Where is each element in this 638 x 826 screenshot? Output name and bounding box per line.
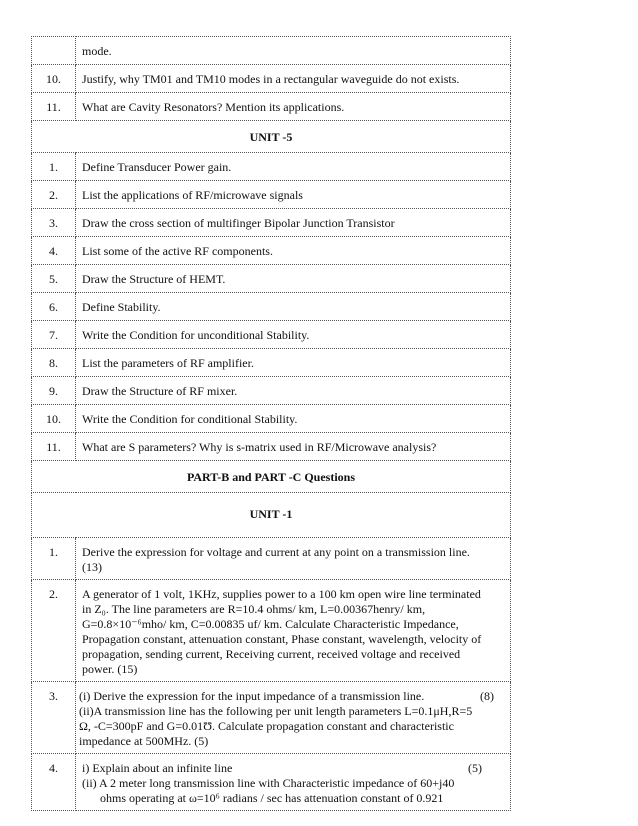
question-text (76, 538, 511, 580)
table-row (32, 153, 511, 181)
question-text: Write the Condition for conditional Stability. (76, 405, 511, 433)
question-line: Ω, -C=300pF and G=0.01Ʊ. Calculate propagation constant and characteristic (79, 719, 454, 733)
table-row (32, 181, 511, 209)
table-row (32, 237, 511, 265)
marks: (5) (468, 761, 482, 775)
question-number: 9. (32, 377, 76, 405)
question-line: impedance at 500MHz. (5) (79, 734, 209, 748)
part-heading: PART-B and PART -C Questions (32, 461, 511, 493)
table-row (32, 265, 511, 293)
question-number: 5. (32, 265, 76, 293)
question-text: Draw the Structure of HEMT. (76, 265, 511, 293)
table-row (32, 682, 511, 754)
question-number: 3. (32, 209, 76, 237)
table-row (32, 65, 511, 93)
question-text: Draw the Structure of RF mixer. (76, 377, 511, 405)
table-row (32, 349, 511, 377)
question-number: 8. (32, 349, 76, 377)
question-number (32, 37, 76, 65)
question-number: 2. (32, 580, 76, 682)
question-line: propagation, sending current, Receiving current, received voltage and received (82, 647, 461, 661)
table-row (32, 209, 511, 237)
document-page (31, 36, 511, 811)
question-text: Define Transducer Power gain. (76, 153, 511, 181)
question-line: Derive the expression for voltage and current at any point on a transmission line. (82, 545, 470, 559)
table-row (32, 293, 511, 321)
question-number: 6. (32, 293, 76, 321)
question-number: 10. (32, 405, 76, 433)
question-text: List some of the active RF components. (76, 237, 511, 265)
table-row (32, 754, 511, 811)
unit-heading: UNIT -1 (32, 493, 511, 538)
question-line: power. (15) (82, 662, 138, 676)
unit-heading-row (32, 121, 511, 153)
question-text: Define Stability. (76, 293, 511, 321)
question-number: 2. (32, 181, 76, 209)
question-text (76, 754, 511, 811)
question-text: What are S parameters? Why is s-matrix used in RF/Microwave analysis? (76, 433, 511, 461)
question-line-text: i) Explain about an infinite line (82, 761, 233, 775)
question-number: 11. (32, 93, 76, 121)
question-text: Write the Condition for unconditional Stability. (76, 321, 511, 349)
question-line: ohms operating at ω=10⁶ radians / sec has attenuation constant of 0.921 (100, 791, 444, 805)
table-row (32, 433, 511, 461)
part-heading-row (32, 461, 511, 493)
question-line (79, 689, 504, 704)
marks: (8) (480, 689, 494, 703)
question-line: (ii) A 2 meter long transmission line with Characteristic impedance of 60+j40 (82, 776, 455, 790)
question-text (76, 580, 511, 682)
question-line: (ii)A transmission line has the following per unit length parameters L=0.1μH,R=5 (79, 704, 473, 718)
table-row (32, 321, 511, 349)
question-line: A generator of 1 volt, 1KHz, supplies power to a 100 km open wire line terminated (82, 587, 481, 601)
question-number: 3. (32, 682, 76, 754)
question-line (82, 761, 504, 776)
table-row (32, 538, 511, 580)
table-row (32, 93, 511, 121)
unit-heading-row (32, 493, 511, 538)
question-line: (13) (82, 560, 102, 574)
question-number: 11. (32, 433, 76, 461)
question-text: What are Cavity Resonators? Mention its applications. (76, 93, 511, 121)
question-line-text: (i) Derive the expression for the input impedance of a transmission line. (79, 689, 425, 703)
table-row (32, 580, 511, 682)
table-row (32, 37, 511, 65)
question-text: List the applications of RF/microwave signals (76, 181, 511, 209)
question-line: Propagation constant, attenuation constant, Phase constant, wavelength, velocity of (82, 632, 482, 646)
question-text (76, 682, 511, 754)
unit-heading: UNIT -5 (32, 121, 511, 153)
question-text: Draw the cross section of multifinger Bipolar Junction Transistor (76, 209, 511, 237)
question-text: mode. (76, 37, 511, 65)
table-row (32, 377, 511, 405)
question-number: 4. (32, 754, 76, 811)
question-number: 10. (32, 65, 76, 93)
question-line: G=0.8×10⁻⁶mho/ km, C=0.00835 uf/ km. Calculate Characteristic Impedance, (82, 617, 459, 631)
question-number: 1. (32, 538, 76, 580)
question-number: 4. (32, 237, 76, 265)
question-line: in Z₀. The line parameters are R=10.4 ohms/ km, L=0.00367henry/ km, (82, 602, 426, 616)
question-number: 1. (32, 153, 76, 181)
question-number: 7. (32, 321, 76, 349)
question-text: Justify, why TM01 and TM10 modes in a rectangular waveguide do not exists. (76, 65, 511, 93)
question-table (31, 36, 511, 811)
table-row (32, 405, 511, 433)
question-text: List the parameters of RF amplifier. (76, 349, 511, 377)
